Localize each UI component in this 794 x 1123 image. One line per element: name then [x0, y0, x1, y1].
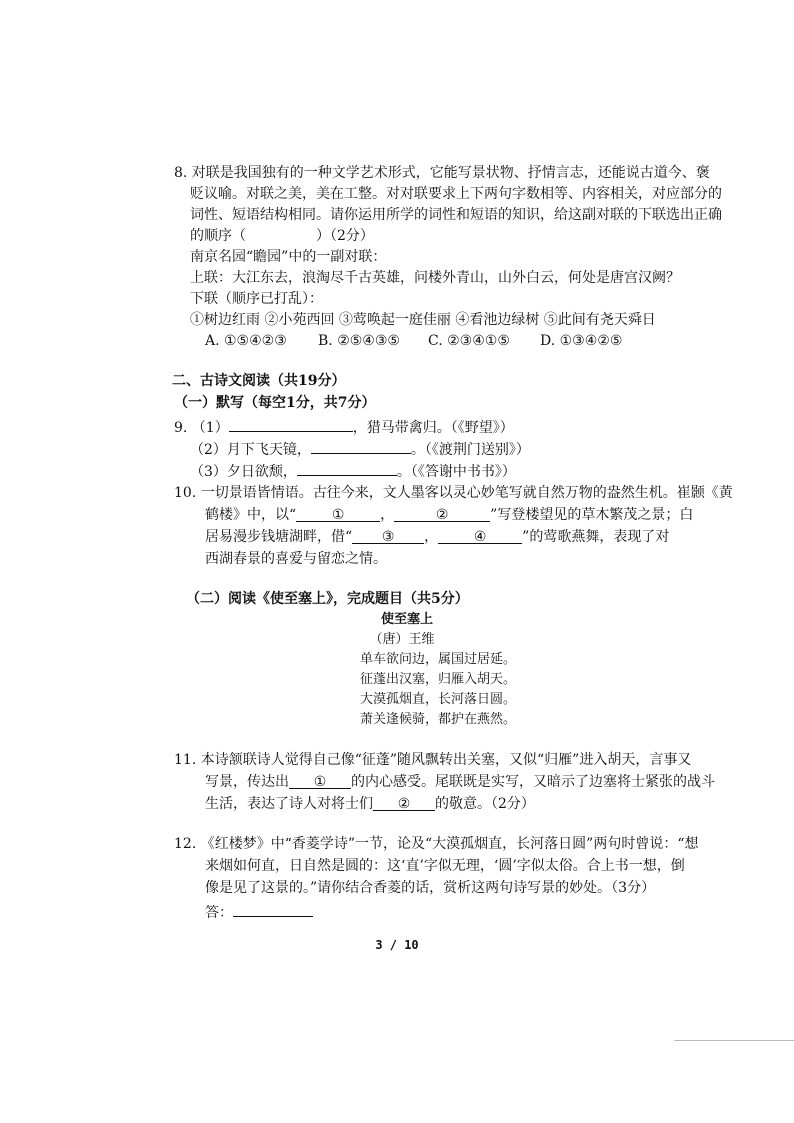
q9-line-2: [190, 437, 530, 460]
q10-text-2a: 鹤楼》中，以“: [205, 507, 297, 523]
q12-answer-line: [205, 900, 313, 923]
scan-edge-divider: [674, 1040, 794, 1041]
q10-blank-3[interactable]: ③: [352, 527, 424, 544]
q10-blank-1[interactable]: ①: [296, 505, 380, 522]
q11-blank-1[interactable]: ①: [289, 772, 351, 789]
subsection-heading-2: （二）阅读《使至塞上》，完成题目（共5分）: [186, 591, 469, 607]
q10-blank-4[interactable]: ④: [438, 527, 522, 544]
q8-line-8: ①树边红雨 ②小苑西回 ③莺唤起一庭佳丽 ④看池边绿树 ⑤此间有尧天舜日: [190, 312, 656, 328]
q8-option-b: B. ②⑤④③⑤: [318, 333, 400, 349]
q10-line-2: [205, 505, 693, 525]
poem-line-1: 单车欲问边，属国过居延。: [360, 652, 517, 667]
q9-blank-1[interactable]: [229, 415, 353, 432]
q9-line-3: [190, 459, 516, 482]
q10-text-3a: 居易漫步钱塘湖畔，借“: [205, 529, 353, 545]
q11-line-1: 11. 本诗颔联诗人觉得自己像“征蓬”随风飘转出关塞，又似“归雁”进入胡天，言事又: [174, 752, 692, 768]
q8-option-d: D. ①③④②⑤: [540, 333, 623, 349]
q12-line-1: 12. 《红楼梦》中“香菱学诗”一节，论及“大漠孤烟直，长河落日圆”两句时曾说：“想: [174, 836, 699, 852]
page-number: 3 / 10: [375, 938, 419, 952]
q8-option-a: A. ①⑤④②③: [205, 333, 287, 349]
q9-blank-2[interactable]: [311, 437, 411, 454]
q8-line-7: 下联（顺序已打乱）：: [190, 291, 323, 307]
q8-line-1: 8. 对联是我国独有的一种文学艺术形式，它能写景状物、抒情言志，还能说古道今、褒: [174, 165, 710, 181]
poem-line-3: 大漠孤烟直，长河落日圆。: [360, 692, 517, 707]
q8-option-c: C. ②③④①⑤: [428, 333, 510, 349]
q10-text-3b: ，: [424, 529, 439, 545]
q9-number: 9. （1）: [174, 420, 229, 436]
q12-line-3: 像是见了这景的。”请你结合香菱的话，赏析这两句诗写景的妙处。（3分）: [205, 880, 656, 896]
poem-line-2: 征蓬出汉塞，归雁入胡天。: [360, 672, 517, 687]
q11-text-3b: 的敬意。（2分）: [435, 796, 535, 812]
q11-line-2: [205, 772, 715, 792]
q11-blank-2[interactable]: ②: [373, 794, 435, 811]
q10-line-4: 西湖春景的喜爱与留恋之情。: [205, 551, 387, 567]
poem-line-4: 萧关逢候骑，都护在燕然。: [360, 712, 517, 727]
q8-line-2: 贬议喻。对联之美，美在工整。对对联要求上下两句字数相等、内容相关，对应部分的: [190, 186, 722, 202]
q11-text-3a: 生活，表达了诗人对将士们: [205, 796, 373, 812]
q12-answer-label: 答：: [205, 905, 233, 921]
q8-line-3: 词性、短语结构相同。请你运用所学的词性和短语的知识，给这副对联的下联选出正确: [190, 207, 722, 223]
q10-line-3: [205, 527, 669, 547]
subsection-heading-1: （一）默写（每空1分，共7分）: [174, 395, 376, 411]
q9-line-1: [174, 415, 514, 438]
q11-line-3: [205, 794, 535, 814]
q9-text-1: ，猎马带禽归。（《野望》）: [352, 420, 514, 436]
q9-text-3b: 。（《答谢中书书》）: [396, 464, 516, 480]
q10-text-3c: ”的莺歌燕舞，表现了对: [522, 529, 670, 545]
q9-text-2a: （2）月下飞天镜，: [190, 442, 311, 458]
q12-line-2: 来烟如何直，日自然是圆的：这‘直’字似无理，‘圆’字似太俗。合上书一想，倒: [205, 858, 685, 874]
q11-text-2b: 的内心感受。尾联既是实写，又暗示了边塞将士紧张的战斗: [351, 774, 715, 790]
q10-text-2c: ”写登楼望见的草木繁茂之景；白: [490, 507, 694, 523]
q10-blank-2[interactable]: ②: [394, 505, 490, 522]
q8-line-6: 上联：大江东去，浪淘尽千古英雄，问楼外青山，山外白云，何处是唐宫汉阙？: [190, 270, 680, 286]
poem-title: 使至塞上: [380, 612, 433, 627]
q11-text-2a: 写景，传达出: [205, 774, 289, 790]
q9-blank-3[interactable]: [297, 459, 397, 476]
q10-line-1: 10. 一切景语皆情语。古往今来，文人墨客以灵心妙笔写就自然万物的盎然生机。崔颢《黄: [174, 485, 733, 501]
q12-answer-blank[interactable]: [233, 900, 313, 917]
q9-text-3a: （3）夕日欲颓，: [190, 464, 297, 480]
q8-line-5: 南京名园“瞻园”中的一副对联：: [190, 249, 387, 265]
section-heading: 二、古诗文阅读（共19分）: [172, 373, 346, 389]
poem-author: （唐）王维: [369, 632, 435, 647]
q8-line-4: 的顺序（ ）（2分）: [190, 228, 374, 244]
q10-text-2b: ，: [380, 507, 395, 523]
q9-text-2b: 。（《渡荆门送别》）: [410, 442, 530, 458]
